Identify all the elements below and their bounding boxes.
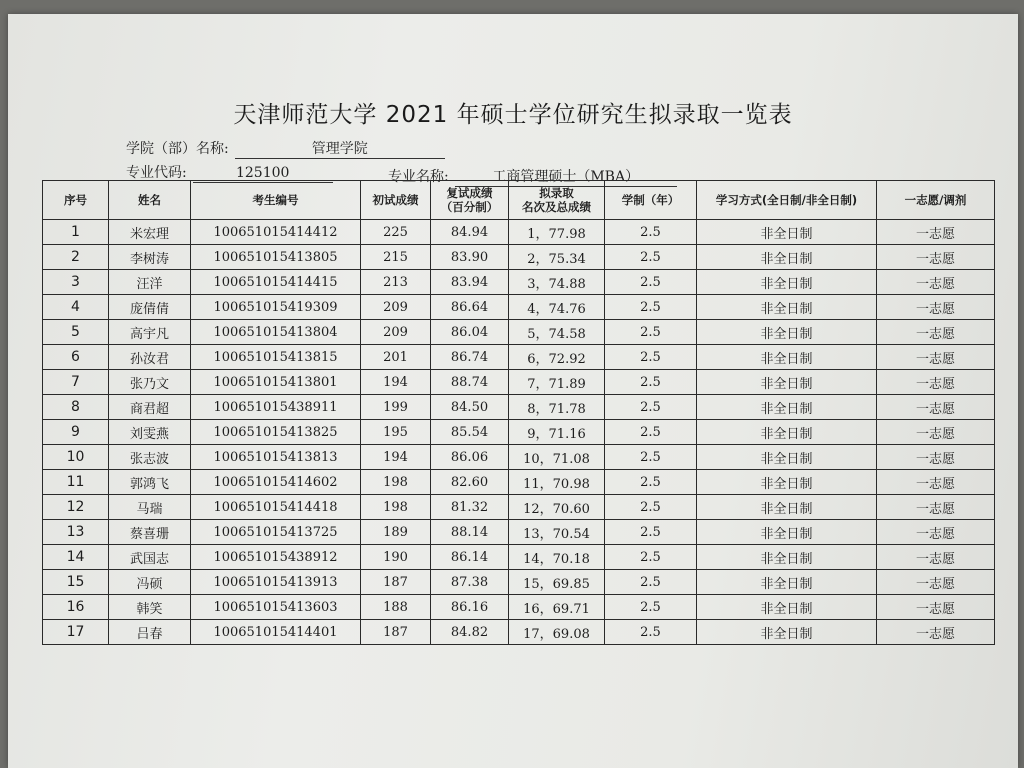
table-cell: 14 [43, 545, 109, 570]
table-cell: 7，71.89 [509, 370, 605, 395]
table-cell: 187 [361, 570, 431, 595]
table-cell: 86.16 [431, 595, 509, 620]
table-cell: 2.5 [605, 320, 697, 345]
table-cell: 195 [361, 420, 431, 445]
table-cell: 12，70.60 [509, 495, 605, 520]
table-row [43, 545, 995, 570]
table-cell: 86.06 [431, 445, 509, 470]
table-cell: 83.94 [431, 270, 509, 295]
major-code-label: 专业代码: [126, 165, 187, 181]
table-cell: 201 [361, 345, 431, 370]
table-cell: 10 [43, 445, 109, 470]
major-name-label: 专业名称: [388, 169, 449, 185]
table-cell: 2.5 [605, 220, 697, 245]
table-cell: 3，74.88 [509, 270, 605, 295]
table-cell: 84.94 [431, 220, 509, 245]
table-cell: 非全日制 [697, 245, 877, 270]
table-cell: 一志愿 [877, 470, 995, 495]
college-value: 管理学院 [235, 140, 445, 159]
table-cell: 82.60 [431, 470, 509, 495]
table-cell: 100651015413815 [191, 345, 361, 370]
table-cell: 215 [361, 245, 431, 270]
table-cell: 13 [43, 520, 109, 545]
table-cell: 5，74.58 [509, 320, 605, 345]
table-cell: 商君超 [109, 395, 191, 420]
table-cell: 9，71.16 [509, 420, 605, 445]
table-body [43, 220, 995, 645]
table-cell: 9 [43, 420, 109, 445]
table-cell: 13，70.54 [509, 520, 605, 545]
college-label: 学院（部）名称: [126, 141, 229, 157]
table-row [43, 420, 995, 445]
table-cell: 198 [361, 470, 431, 495]
table-row [43, 345, 995, 370]
table-cell: 蔡喜珊 [109, 520, 191, 545]
table-cell: 194 [361, 370, 431, 395]
table-cell: 2.5 [605, 595, 697, 620]
table-header-row [43, 181, 995, 220]
table-cell: 非全日制 [697, 620, 877, 645]
column-header: 学习方式(全日制/非全日制) [697, 181, 877, 220]
table-cell: 张志波 [109, 445, 191, 470]
table-cell: 100651015414602 [191, 470, 361, 495]
table-cell: 100651015419309 [191, 295, 361, 320]
table-cell: 225 [361, 220, 431, 245]
table-cell: 86.64 [431, 295, 509, 320]
table-cell: 一志愿 [877, 220, 995, 245]
table-cell: 一志愿 [877, 520, 995, 545]
table-cell: 194 [361, 445, 431, 470]
table-cell: 非全日制 [697, 295, 877, 320]
table-cell: 198 [361, 495, 431, 520]
table-cell: 85.54 [431, 420, 509, 445]
table-cell: 6，72.92 [509, 345, 605, 370]
table-cell: 2.5 [605, 245, 697, 270]
table-cell: 2.5 [605, 445, 697, 470]
table-cell: 100651015438911 [191, 395, 361, 420]
table-cell: 1，77.98 [509, 220, 605, 245]
major-name-value: 工商管理硕士（MBA） [455, 168, 677, 187]
table-cell: 非全日制 [697, 445, 877, 470]
table-cell: 非全日制 [697, 395, 877, 420]
table-row [43, 470, 995, 495]
table-cell: 一志愿 [877, 420, 995, 445]
table-cell: 孙汝君 [109, 345, 191, 370]
table-cell: 16 [43, 595, 109, 620]
table-cell: 一志愿 [877, 320, 995, 345]
table-cell: 2.5 [605, 370, 697, 395]
table-cell: 一志愿 [877, 245, 995, 270]
table-cell: 非全日制 [697, 470, 877, 495]
table-cell: 189 [361, 520, 431, 545]
table-cell: 86.04 [431, 320, 509, 345]
table-cell: 2.5 [605, 395, 697, 420]
table-cell: 15 [43, 570, 109, 595]
table-cell: 100651015413801 [191, 370, 361, 395]
table-cell: 2 [43, 245, 109, 270]
table-cell: 2.5 [605, 545, 697, 570]
column-header: 姓名 [109, 181, 191, 220]
table-cell: 2.5 [605, 520, 697, 545]
table-cell: 张乃文 [109, 370, 191, 395]
table-cell: 4，74.76 [509, 295, 605, 320]
table-cell: 100651015414418 [191, 495, 361, 520]
table-row [43, 620, 995, 645]
table-cell: 一志愿 [877, 295, 995, 320]
table-cell: 武国志 [109, 545, 191, 570]
table-cell: 15，69.85 [509, 570, 605, 595]
table-cell: 86.14 [431, 545, 509, 570]
table-cell: 88.14 [431, 520, 509, 545]
admission-table [42, 180, 995, 645]
column-header: 一志愿/调剂 [877, 181, 995, 220]
table-row [43, 495, 995, 520]
table-row [43, 320, 995, 345]
table-cell: 2，75.34 [509, 245, 605, 270]
table-cell: 非全日制 [697, 570, 877, 595]
major-code-value: 125100 [193, 164, 333, 183]
table-cell: 一志愿 [877, 570, 995, 595]
table-cell: 马瑞 [109, 495, 191, 520]
table-cell: 非全日制 [697, 420, 877, 445]
table-cell: 16，69.71 [509, 595, 605, 620]
table-row [43, 445, 995, 470]
table-cell: 1 [43, 220, 109, 245]
table-cell: 100651015413813 [191, 445, 361, 470]
table-cell: 10，71.08 [509, 445, 605, 470]
table-cell: 韩笑 [109, 595, 191, 620]
table-cell: 一志愿 [877, 595, 995, 620]
table-cell: 李树涛 [109, 245, 191, 270]
table-row [43, 295, 995, 320]
table-cell: 100651015414415 [191, 270, 361, 295]
table-cell: 188 [361, 595, 431, 620]
table-cell: 非全日制 [697, 495, 877, 520]
table-cell: 84.50 [431, 395, 509, 420]
table-row [43, 595, 995, 620]
table-cell: 非全日制 [697, 345, 877, 370]
table-row [43, 270, 995, 295]
table-row [43, 245, 995, 270]
table-cell: 2.5 [605, 270, 697, 295]
column-header: 序号 [43, 181, 109, 220]
table-cell: 12 [43, 495, 109, 520]
table-cell: 213 [361, 270, 431, 295]
table-cell: 7 [43, 370, 109, 395]
table-cell: 2.5 [605, 295, 697, 320]
table-cell: 6 [43, 345, 109, 370]
table-cell: 冯硕 [109, 570, 191, 595]
table-row [43, 395, 995, 420]
table-cell: 11，70.98 [509, 470, 605, 495]
table-cell: 2.5 [605, 345, 697, 370]
table-cell: 一志愿 [877, 445, 995, 470]
table-cell: 100651015413805 [191, 245, 361, 270]
table-cell: 100651015413725 [191, 520, 361, 545]
table-cell: 非全日制 [697, 545, 877, 570]
table-cell: 88.74 [431, 370, 509, 395]
table-cell: 81.32 [431, 495, 509, 520]
table-cell: 209 [361, 320, 431, 345]
table-cell: 100651015413804 [191, 320, 361, 345]
table-cell: 11 [43, 470, 109, 495]
table-cell: 2.5 [605, 420, 697, 445]
table-cell: 5 [43, 320, 109, 345]
table-cell: 非全日制 [697, 595, 877, 620]
table-cell: 8，71.78 [509, 395, 605, 420]
table-cell: 2.5 [605, 495, 697, 520]
table-cell: 一志愿 [877, 370, 995, 395]
table-cell: 87.38 [431, 570, 509, 595]
table-cell: 非全日制 [697, 270, 877, 295]
college-line [126, 138, 445, 159]
table-cell: 190 [361, 545, 431, 570]
table-cell: 100651015413603 [191, 595, 361, 620]
table-cell: 17 [43, 620, 109, 645]
column-header: 学制（年） [605, 181, 697, 220]
table-cell: 一志愿 [877, 345, 995, 370]
table-cell: 187 [361, 620, 431, 645]
table-cell: 郭鸿飞 [109, 470, 191, 495]
table-cell: 高宇凡 [109, 320, 191, 345]
column-header: 初试成绩 [361, 181, 431, 220]
table-cell: 100651015413913 [191, 570, 361, 595]
table-cell: 2.5 [605, 470, 697, 495]
table-cell: 刘雯燕 [109, 420, 191, 445]
table-cell: 一志愿 [877, 395, 995, 420]
table-cell: 2.5 [605, 620, 697, 645]
table-cell: 3 [43, 270, 109, 295]
table-cell: 汪洋 [109, 270, 191, 295]
column-header: 拟录取 名次及总成绩 [509, 181, 605, 220]
table-cell: 17，69.08 [509, 620, 605, 645]
table-cell: 100651015438912 [191, 545, 361, 570]
table-row [43, 370, 995, 395]
table-cell: 2.5 [605, 570, 697, 595]
table-cell: 86.74 [431, 345, 509, 370]
table-cell: 84.82 [431, 620, 509, 645]
table-row [43, 520, 995, 545]
table-row [43, 570, 995, 595]
table-cell: 非全日制 [697, 520, 877, 545]
table-cell: 一志愿 [877, 620, 995, 645]
table-cell: 83.90 [431, 245, 509, 270]
table-cell: 非全日制 [697, 370, 877, 395]
table-cell: 100651015414412 [191, 220, 361, 245]
table-cell: 100651015414401 [191, 620, 361, 645]
table-cell: 209 [361, 295, 431, 320]
column-header: 考生编号 [191, 181, 361, 220]
column-header: 复试成绩 （百分制） [431, 181, 509, 220]
table-cell: 199 [361, 395, 431, 420]
table-cell: 4 [43, 295, 109, 320]
table-row [43, 220, 995, 245]
table-cell: 14，70.18 [509, 545, 605, 570]
table-cell: 一志愿 [877, 495, 995, 520]
table-cell: 非全日制 [697, 320, 877, 345]
table-cell: 吕春 [109, 620, 191, 645]
table-cell: 一志愿 [877, 270, 995, 295]
table-cell: 8 [43, 395, 109, 420]
page-title: 天津师范大学 2021 年硕士学位研究生拟录取一览表 [233, 102, 793, 128]
table-cell: 非全日制 [697, 220, 877, 245]
table-cell: 一志愿 [877, 545, 995, 570]
table-cell: 米宏理 [109, 220, 191, 245]
table-cell: 100651015413825 [191, 420, 361, 445]
table-cell: 庞倩倩 [109, 295, 191, 320]
